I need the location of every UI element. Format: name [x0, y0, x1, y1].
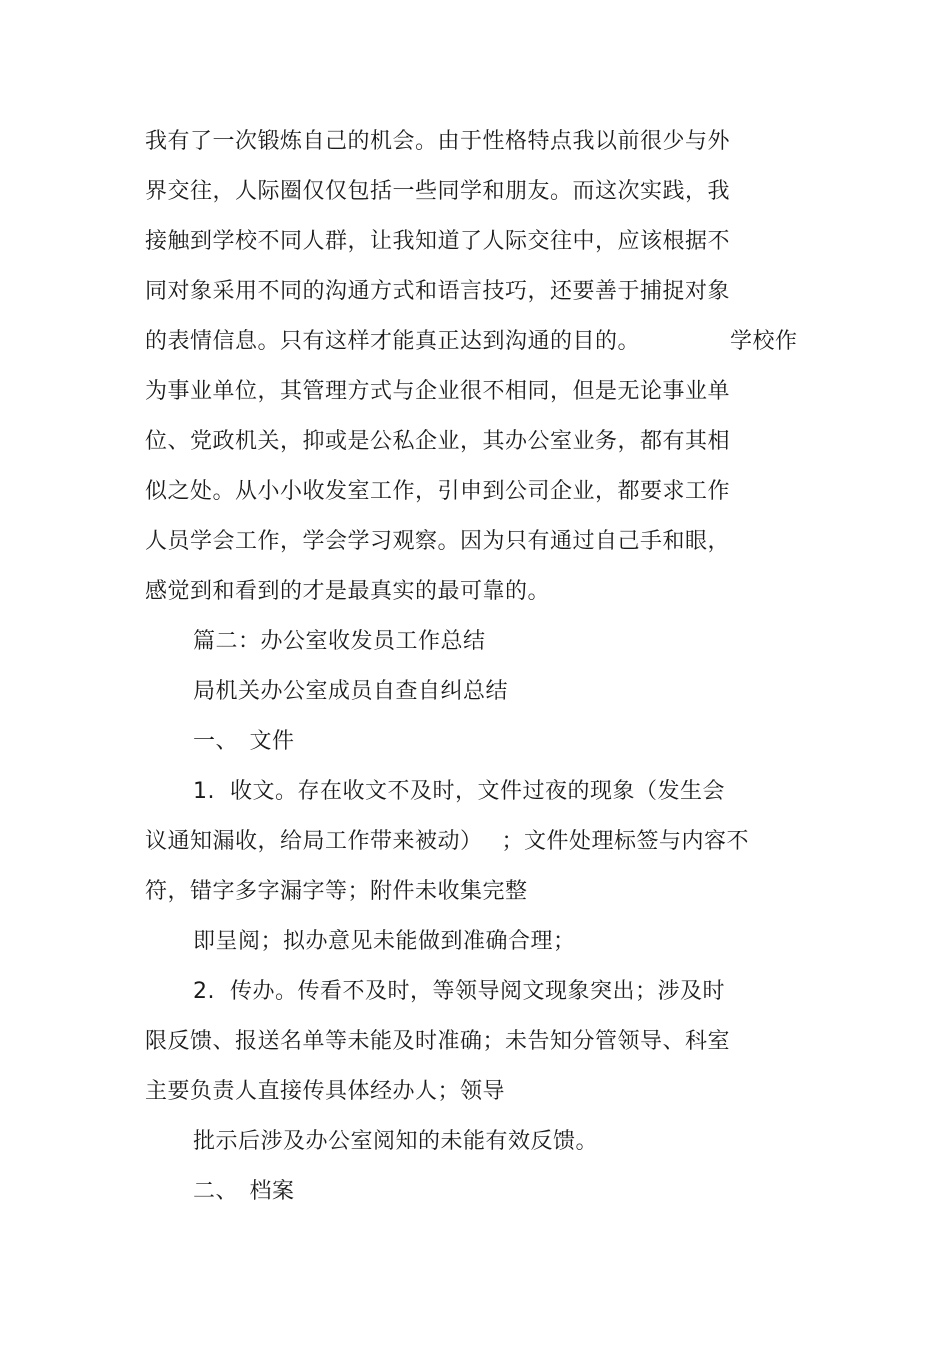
body-line: 接触到学校不同人群，让我知道了人际交往中，应该根据不	[145, 229, 731, 254]
section-heading-files: 一、 文件	[193, 729, 295, 754]
list-item-line: 1. 收文。存在收文不及时，文件过夜的现象（发生会	[193, 779, 725, 804]
body-line: 主要负责人直接传具体经办人；领导	[145, 1079, 506, 1104]
body-line: 我有了一次锻炼自己的机会。由于性格特点我以前很少与外	[145, 129, 731, 154]
body-line: 议通知漏收，给局工作带来被动） ；文件处理标签与内容不	[145, 829, 749, 854]
body-line: 限反馈、报送名单等未能及时准确；未告知分管领导、科室	[145, 1029, 731, 1054]
body-line: 同对象采用不同的沟通方式和语言技巧，还要善于捕捉对象	[145, 279, 731, 304]
body-line: 似之处。从小小收发室工作，引申到公司企业，都要求工作	[145, 479, 731, 504]
list-item-line: 2. 传办。传看不及时，等领导阅文现象突出；涉及时	[193, 979, 725, 1004]
chapter-heading: 篇二：办公室收发员工作总结	[193, 629, 486, 654]
body-line: 界交往，人际圈仅仅包括一些同学和朋友。而这次实践，我	[145, 179, 731, 204]
paragraph-start-fragment: 学校作	[730, 329, 798, 354]
section-heading-archives: 二、 档案	[193, 1179, 295, 1204]
body-line: 感觉到和看到的才是最真实的最可靠的。	[145, 579, 551, 604]
body-line: 的表情信息。只有这样才能真正达到沟通的目的。	[145, 329, 641, 354]
body-line: 即呈阅；拟办意见未能做到准确合理；	[193, 929, 576, 954]
body-line: 人员学会工作，学会学习观察。因为只有通过自己手和眼，	[145, 529, 731, 554]
body-line: 批示后涉及办公室阅知的未能有效反馈。	[193, 1129, 599, 1154]
sub-heading: 局机关办公室成员自查自纠总结	[193, 679, 509, 704]
body-line: 位、党政机关，抑或是公私企业，其办公室业务，都有其相	[145, 429, 731, 454]
body-line: 符，错字多字漏字等；附件未收集完整	[145, 879, 528, 904]
body-line: 为事业单位，其管理方式与企业很不相同，但是无论事业单	[145, 379, 731, 404]
